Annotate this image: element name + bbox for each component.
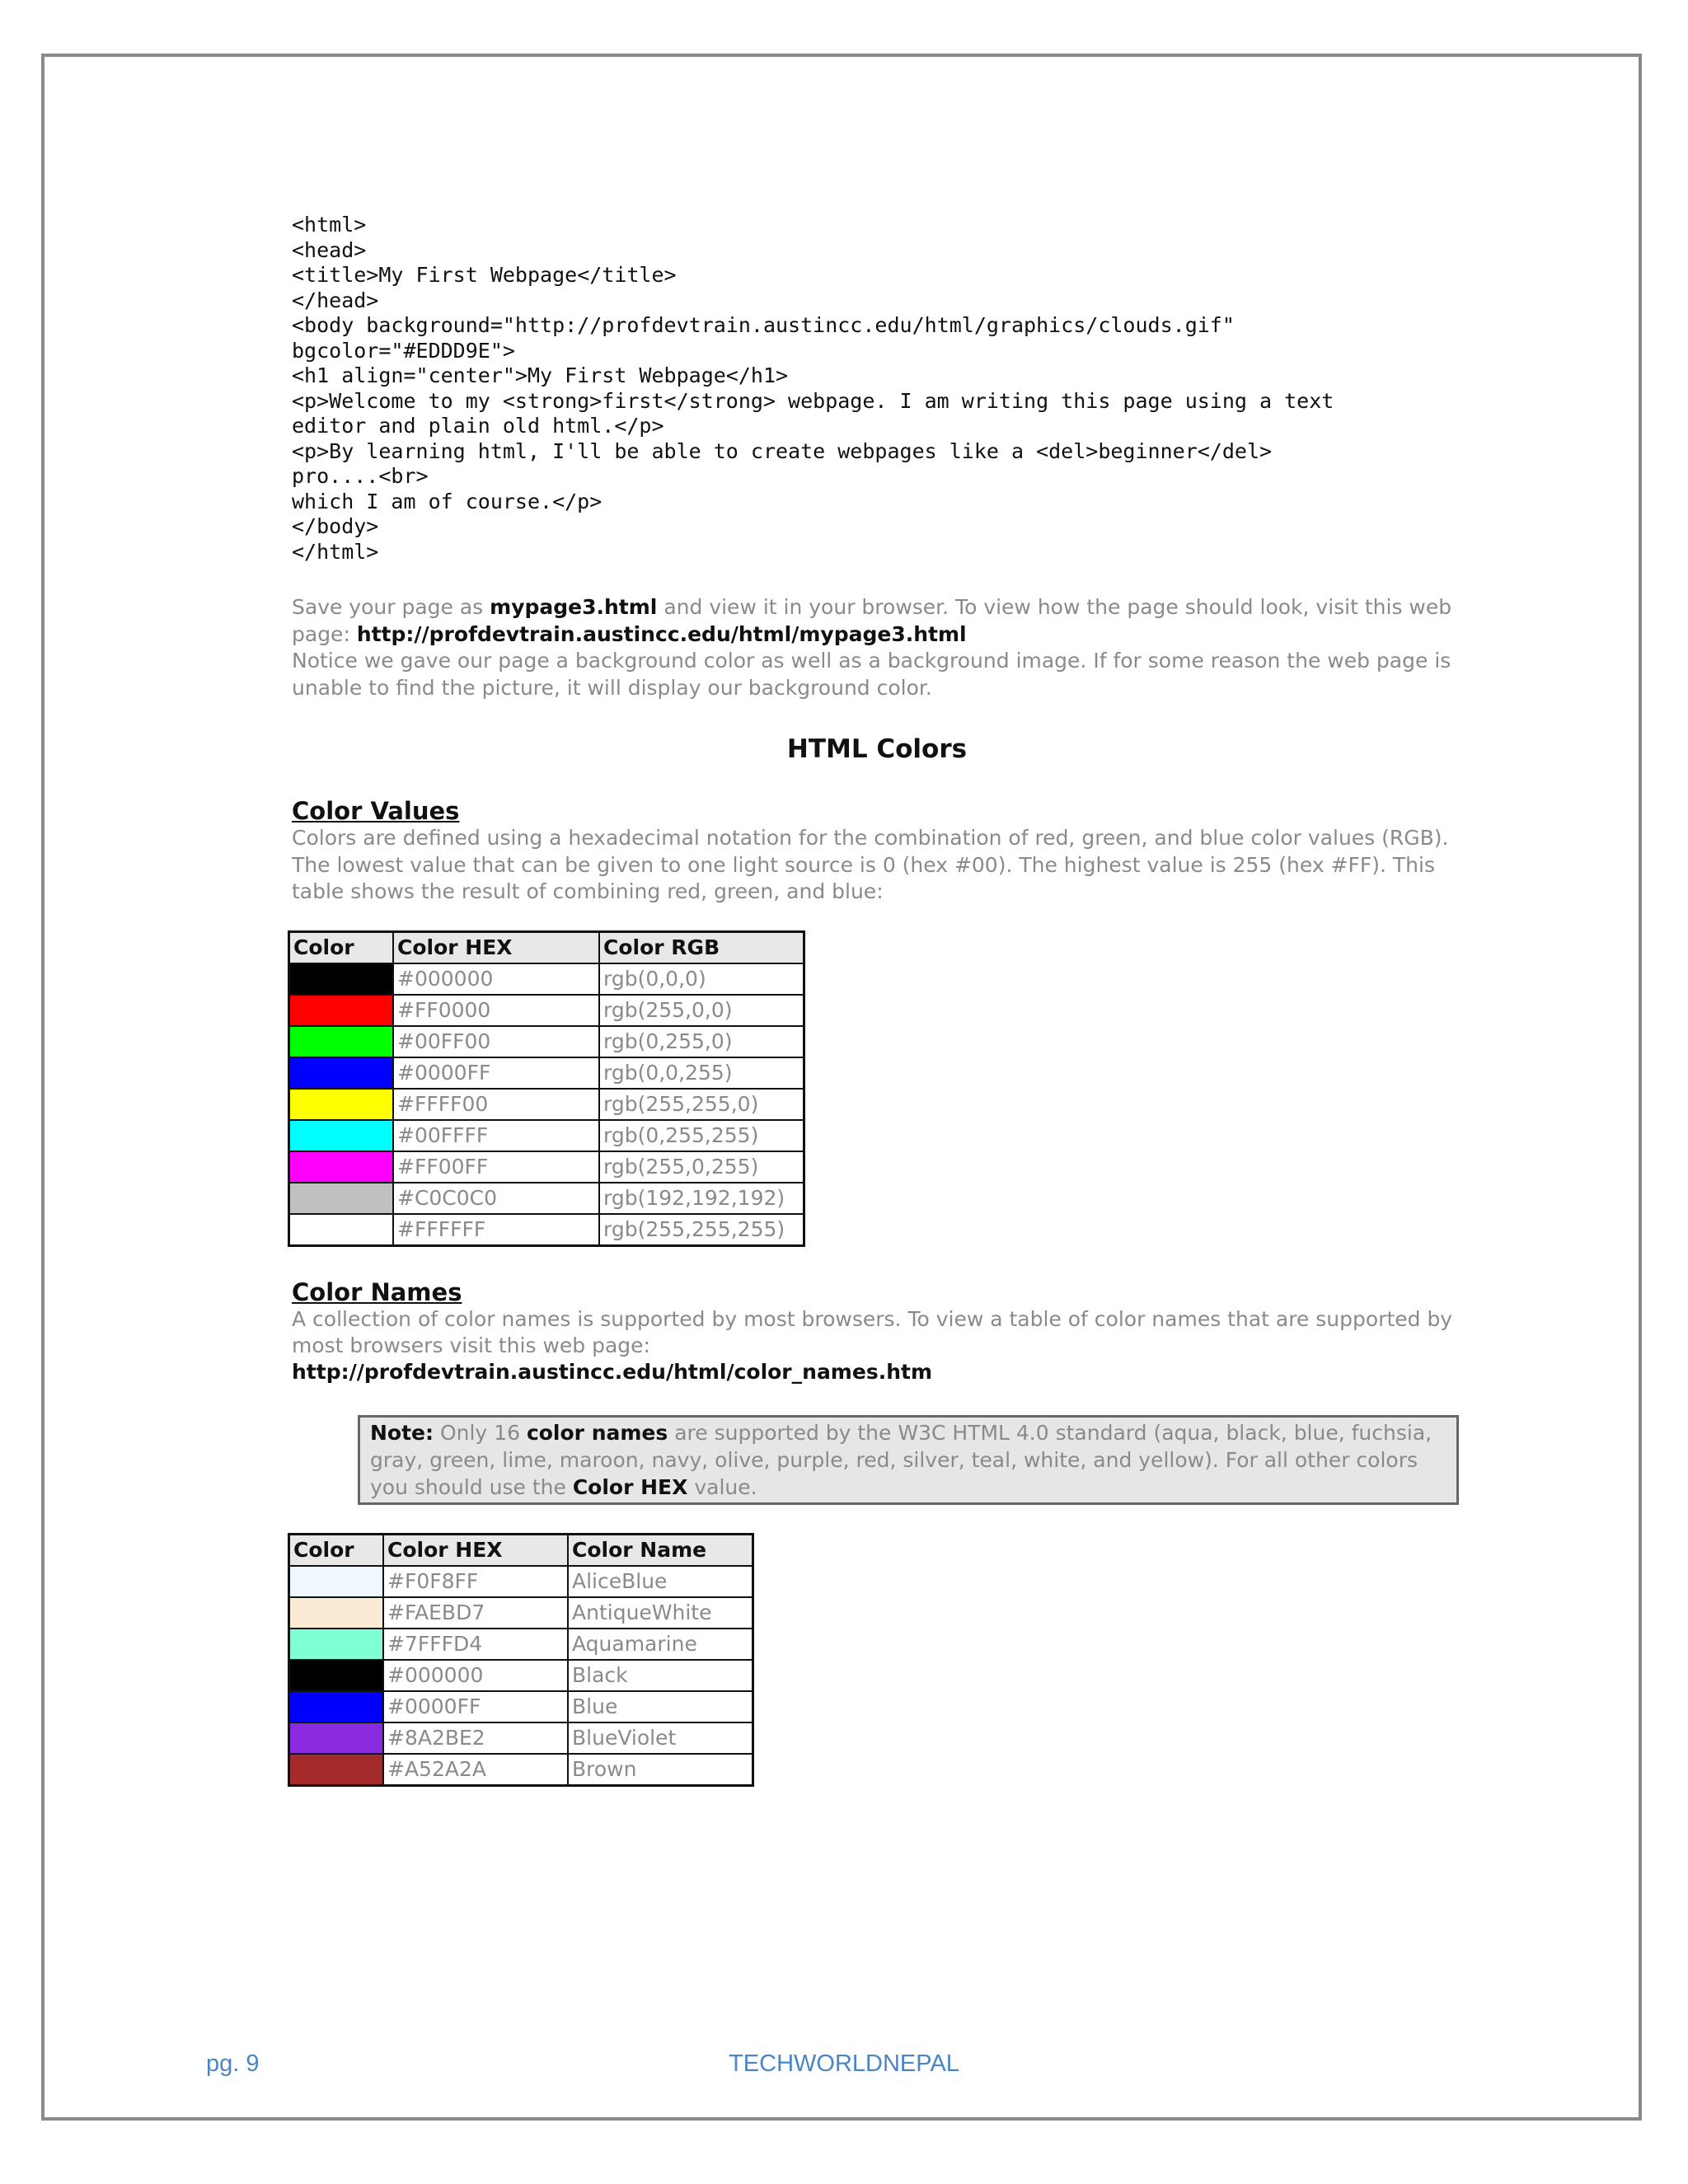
code-line: bgcolor="#EDDD9E"> (292, 338, 515, 363)
table-row (289, 1754, 753, 1786)
code-line: editor and plain old html.</p> (292, 414, 664, 438)
cell-name: AliceBlue (568, 1566, 753, 1597)
cell-hex: #FFFF00 (393, 1089, 599, 1120)
cell-rgb: rgb(0,255,255) (599, 1120, 804, 1151)
code-line: </body> (292, 514, 379, 538)
table-row (289, 1120, 804, 1151)
color-swatch (289, 995, 394, 1026)
color-swatch (289, 1120, 394, 1151)
table-row (289, 1566, 753, 1597)
cell-rgb: rgb(255,255,0) (599, 1089, 804, 1120)
color-swatch (289, 1057, 394, 1089)
cell-name: AntiqueWhite (568, 1597, 753, 1629)
note-label: Note: (370, 1420, 434, 1445)
footer-brand: TECHWORLDNEPAL (729, 2050, 959, 2077)
table-row (289, 1026, 804, 1057)
page-number: pg. 9 (206, 2050, 260, 2077)
color-swatch (289, 1722, 384, 1754)
code-line: <p>By learning html, I'll be able to create webpages like a <del>beginner</del> (292, 438, 1273, 463)
color-swatch (289, 1089, 394, 1120)
cell-rgb: rgb(255,0,255) (599, 1151, 804, 1183)
code-line: </html> (292, 539, 379, 564)
table-row (289, 1722, 753, 1754)
cell-name: Black (568, 1660, 753, 1691)
document-content (292, 213, 1462, 1787)
table-row (289, 1089, 804, 1120)
color-swatch (289, 1026, 394, 1057)
table-header: Color HEX (393, 931, 599, 963)
cell-name: Blue (568, 1691, 753, 1722)
cell-hex: #C0C0C0 (393, 1183, 599, 1214)
table-row (289, 963, 804, 995)
code-line: <body background="http://profdevtrain.austincc.edu/html/graphics/clouds.gif" (292, 313, 1235, 337)
table-row (289, 1151, 804, 1183)
notice-text: Notice we gave our page a background color as well as a background image. If for some reason the web page is unable to find the picture, it will display our background color. (292, 649, 1451, 700)
color-swatch (289, 1151, 394, 1183)
cell-name: Aquamarine (568, 1629, 753, 1660)
table-row (289, 1597, 753, 1629)
note-text: are supported by the W3C HTML 4.0 standard (aqua, black, blue, fuchsia, gray, green, lime, maroon, navy, olive, purple, red, silver, teal, white, and yellow). For all other colors you should use the (370, 1420, 1432, 1499)
note-text: Only 16 (434, 1420, 527, 1445)
cell-rgb: rgb(0,255,0) (599, 1026, 804, 1057)
table-row (289, 995, 804, 1026)
color-names-table (288, 1533, 754, 1787)
mypage3-url: http://profdevtrain.austincc.edu/html/mypage3.html (356, 621, 967, 646)
color-swatch (289, 1597, 384, 1629)
color-values-heading: Color Values (292, 797, 460, 825)
cell-hex: #000000 (383, 1660, 568, 1691)
table-header: Color Name (568, 1534, 753, 1566)
save-text-1: Save your page as (292, 595, 490, 619)
code-line: </head> (292, 288, 379, 312)
table-row (289, 1214, 804, 1246)
color-swatch (289, 1754, 384, 1786)
code-line: <html> (292, 213, 367, 237)
table-header: Color (289, 931, 394, 963)
cell-rgb: rgb(192,192,192) (599, 1183, 804, 1214)
cell-hex: #F0F8FF (383, 1566, 568, 1597)
table-row (289, 1057, 804, 1089)
cell-hex: #7FFFD4 (383, 1629, 568, 1660)
cell-name: Brown (568, 1754, 753, 1786)
table-row (289, 1691, 753, 1722)
table-row (289, 1660, 753, 1691)
save-text-2: and view it in your browser. To view how the page should look, visit this web page: (292, 595, 1452, 646)
cell-hex: #00FFFF (393, 1120, 599, 1151)
color-swatch (289, 1214, 394, 1246)
cell-rgb: rgb(255,0,0) (599, 995, 804, 1026)
html-colors-heading: HTML Colors (786, 734, 968, 764)
color-names-heading: Color Names (292, 1277, 462, 1306)
cell-hex: #000000 (393, 963, 599, 995)
table-row (289, 1183, 804, 1214)
color-swatch (289, 1660, 384, 1691)
code-line: <head> (292, 237, 367, 262)
code-line: pro....<br> (292, 464, 429, 488)
cell-rgb: rgb(0,0,255) (599, 1057, 804, 1089)
color-swatch (289, 1183, 394, 1214)
cell-hex: #FFFFFF (393, 1214, 599, 1246)
table-header: Color HEX (383, 1534, 568, 1566)
save-paragraph (292, 594, 1462, 701)
code-line: which I am of course.</p> (292, 489, 603, 513)
cell-hex: #FF00FF (393, 1151, 599, 1183)
color-names-text: A collection of color names is supported by most browsers. To view a table of color names that are supported by most browsers visit this web page: (292, 1306, 1453, 1357)
note-bold: color names (526, 1420, 668, 1445)
code-line: <h1 align="center">My First Webpage</h1> (292, 363, 789, 387)
note-bold: Color HEX (572, 1474, 688, 1499)
table-header: Color RGB (599, 931, 804, 963)
cell-name: BlueViolet (568, 1722, 753, 1754)
color-values-text: Colors are defined using a hexadecimal notation for the combination of red, green, and blue color values (RGB). The lowest value that can be given to one light source is 0 (hex #00). The highest value is 255 (hex #FF). This table shows the result of combining red, green, and blue: (292, 826, 1449, 903)
color-swatch (289, 1566, 384, 1597)
cell-hex: #0000FF (383, 1691, 568, 1722)
color-swatch (289, 1691, 384, 1722)
code-block (292, 213, 1462, 565)
note-box (358, 1415, 1459, 1505)
color-swatch (289, 963, 394, 995)
note-text: value. (687, 1474, 757, 1499)
cell-hex: #00FF00 (393, 1026, 599, 1057)
cell-hex: #0000FF (393, 1057, 599, 1089)
cell-rgb: rgb(0,0,0) (599, 963, 804, 995)
filename: mypage3.html (490, 595, 658, 619)
table-header: Color (289, 1534, 384, 1566)
cell-rgb: rgb(255,255,255) (599, 1214, 804, 1246)
color-names-url: http://profdevtrain.austincc.edu/html/color_names.htm (292, 1359, 932, 1384)
color-values-table (288, 930, 805, 1247)
code-line: <title>My First Webpage</title> (292, 263, 677, 287)
cell-hex: #FF0000 (393, 995, 599, 1026)
cell-hex: #A52A2A (383, 1754, 568, 1786)
cell-hex: #FAEBD7 (383, 1597, 568, 1629)
table-row (289, 1629, 753, 1660)
color-swatch (289, 1629, 384, 1660)
cell-hex: #8A2BE2 (383, 1722, 568, 1754)
code-line: <p>Welcome to my <strong>first</strong> webpage. I am writing this page using a text (292, 388, 1334, 413)
